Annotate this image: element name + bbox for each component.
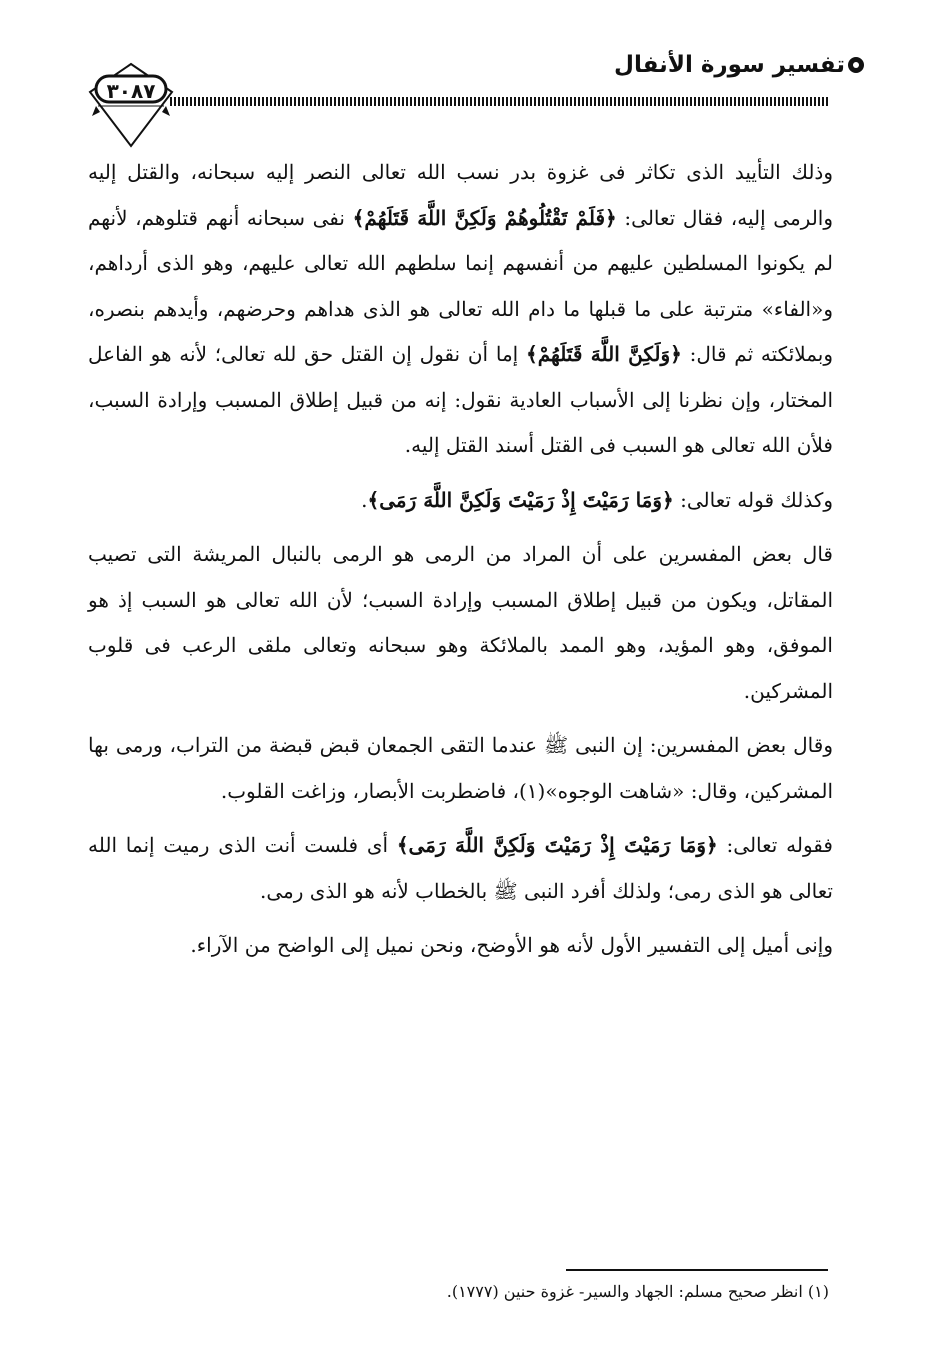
paragraph-text: وقال بعض المفسرين: إن النبى ﷺ عندما التقى الجمعان قبض قبضة من التراب، ورمى بها المشركين، وقال: «شاهت الوجوه»(١)، فاضطربت الأبصار، وزاغت القلوب. [88,733,833,803]
paragraph-text: قال بعض المفسرين على أن المراد من الرمى هو الرمى بالنبال المريشة التى تصيب المقاتل، ويكون من قبيل إطلاق المسبب وإرادة السبب؛ لأن الله تعالى هو السبب إذ هو الموفق، وهو المؤيد، وهو الممد بالملائكة وهو سبحانه وتعالى ملقى الرعب فى قلوب المشركين. [88,542,833,703]
paragraph [88,150,833,469]
paragraph-text: إما أن نقول إن القتل حق لله تعالى؛ لأنه هو الفاعل المختار، وإن نظرنا إلى الأسباب العادية نقول: إنه من قبيل إطلاق المسبب وإرادة السبب، فلأن الله تعالى هو السبب فى القتل أسند القتل إليه. [88,342,833,457]
paragraph [88,532,833,714]
paragraph-text: فقوله تعالى: [717,833,833,857]
page-number: ٣٠٨٧ [106,79,156,103]
quran-verse: ﴿وَمَا رَمَيْتَ إِذْ رَمَيْتَ وَلَكِنَّ اللَّهَ رَمَى﴾ [396,833,718,857]
paragraph-text: أى فلست أنت الذى رميت إنما الله تعالى هو الذى رمى؛ ولذلك أفرد النبى ﷺ بالخطاب لأنه هو الذى رمى. [88,833,833,903]
quran-verse: ﴿وَمَا رَمَيْتَ إِذْ رَمَيْتَ وَلَكِنَّ اللَّهَ رَمَى﴾ [367,487,674,512]
main-text [88,150,833,969]
paragraph-text: وذلك التأييد الذى تكاثر فى غزوة بدر نسب الله تعالى النصر إليه سبحانه، والقتل إليه والرمى إليه، فقال تعالى: [88,160,834,230]
paragraph-text: . [361,487,368,512]
paragraph [88,923,833,969]
header-ornament-icon [847,56,865,74]
paragraph-text: وإنى أميل إلى التفسير الأول لأنه هو الأوضح، ونحن نميل إلى الواضح من الآراء. [190,933,833,957]
footnote: (١) انظر صحيح مسلم: الجهاد والسير- غزوة حنين (١٧٧٧). [446,1282,829,1301]
page-header-title: تفسير سورة الأنفال [614,52,845,78]
paragraph [88,823,833,914]
paragraph-text: نفى سبحانه أنهم قتلوهم، لأنهم لم يكونوا المسلطين عليهم من أنفسهم إنما سلطهم الله تعالى عليهم، وهو الذى أرداهم، و«الفاء» مترتبة على ما قبلها ما دام الله تعالى هو الذى هداهم وحرضهم، وأيدهم بنصره، وبملائكته ثم قال: [88,205,833,366]
header-rule [170,97,830,106]
footnote-rule [566,1269,828,1271]
quran-verse: ﴿وَلَكِنَّ اللَّهَ قَتَلَهُمْ﴾ [525,342,682,366]
paragraph-text: وكذلك قوله تعالى: [673,487,833,512]
quran-verse: ﴿فَلَمْ تَقْتُلُوهُمْ وَلَكِنَّ اللَّهَ قَتَلَهُمْ﴾ [352,205,617,230]
page-number-badge [88,62,174,148]
paragraph [88,478,833,524]
paragraph [88,723,833,814]
